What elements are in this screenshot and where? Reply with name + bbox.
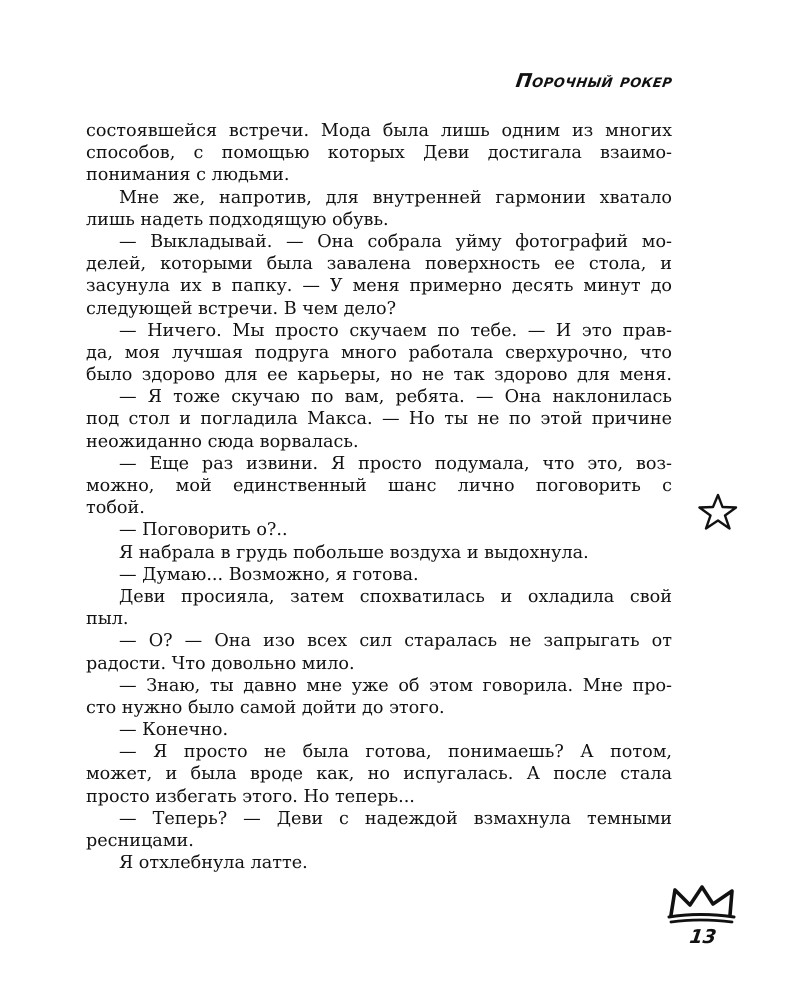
text-line: тобой.	[86, 498, 145, 519]
text-line: — Поговорить о?..	[119, 520, 288, 541]
star-doodle-icon	[696, 492, 740, 532]
text-line: сто нужно было самой дойти до этого.	[86, 697, 445, 718]
crown-doodle-icon	[666, 884, 738, 926]
text-line: — Еще раз извини. Я просто подумала, что это, воз-	[119, 453, 672, 474]
text-line: следующей встречи. В чем дело?	[86, 298, 397, 319]
text-line: лишь надеть подходящую обувь.	[86, 209, 389, 230]
text-line: — Я тоже скучаю по вам, ребята. — Она наклонилась	[119, 387, 672, 408]
text-line: Мне же, напротив, для внутренней гармонии хватало	[119, 187, 672, 208]
text-line: понимания с людьми.	[86, 165, 290, 186]
text-line: — Знаю, ты давно мне уже об этом говорила. Мне про-	[119, 675, 672, 696]
text-line: — Выкладывай. — Она собрала уйму фотографий мо-	[119, 231, 672, 252]
text-line: — О? — Она изо всех сил старалась не запрыгать от	[119, 631, 672, 652]
text-line: просто избегать этого. Но теперь...	[86, 786, 415, 807]
text-line: — Я просто не была готова, понимаешь? А потом,	[119, 742, 672, 763]
text-line: Я набрала в грудь побольше воздуха и выдохнула.	[119, 542, 589, 563]
text-line: — Ничего. Мы просто скучаем по тебе. — И это прав-	[119, 320, 672, 341]
text-line: состоявшейся встречи. Мода была лишь одним из многих	[86, 121, 672, 141]
page-number: 13	[688, 926, 718, 948]
text-line: Деви просияла, затем спохватилась и охладила свой	[119, 586, 672, 607]
text-line: Я отхлебнула латте.	[119, 853, 308, 874]
text-line: неожиданно сюда ворвалась.	[86, 431, 359, 452]
text-line: было здорово для ее карьеры, но не так здорово для меня.	[86, 365, 672, 386]
text-line: можно, мой единственный шанс лично поговорить с	[86, 476, 672, 496]
text-line: — Теперь? — Деви с надеждой взмахнула темными	[119, 808, 672, 829]
text-line: способов, с помощью которых Деви достигала взаимо-	[86, 143, 672, 164]
text-line: под стол и погладила Макса. — Но ты не по этой причине	[86, 409, 672, 430]
text-line: ресницами.	[86, 831, 194, 851]
body-text	[86, 120, 672, 874]
text-line: — Думаю... Возможно, я готова.	[119, 564, 419, 585]
text-line: делей, которыми была завалена поверхность ее стола, и	[86, 254, 672, 275]
text-line: засунула их в папку. — У меня примерно десять минут до	[86, 276, 672, 297]
text-line: да, моя лучшая подруга много работала сверхурочно, что	[86, 342, 672, 363]
text-line: — Конечно.	[119, 720, 229, 741]
text-line: может, и была вроде как, но испугалась. А после стала	[86, 764, 672, 785]
text-line: пыл.	[86, 609, 129, 630]
running-header: Порочный рокер	[513, 70, 674, 92]
text-line: радости. Что довольно мило.	[86, 653, 355, 674]
